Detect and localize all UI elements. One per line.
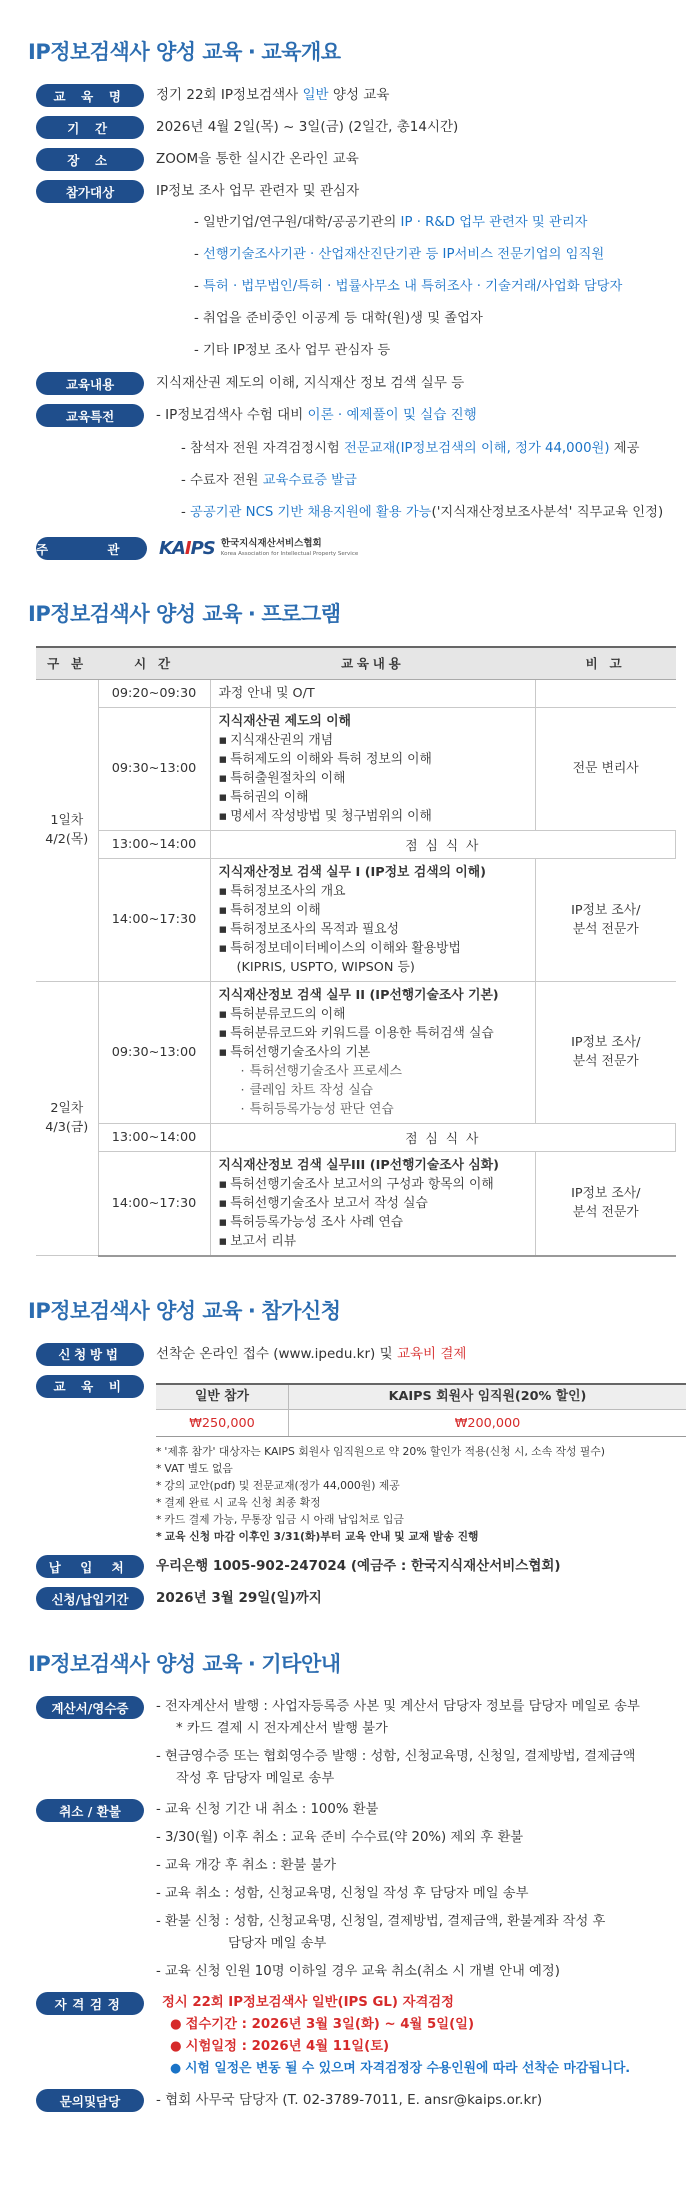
host-logo [159, 537, 672, 560]
badge-target: 참가대상 [36, 180, 144, 203]
row-host [28, 537, 672, 560]
kaips-logo-mark: KAIPS [159, 538, 215, 559]
logo-name-ko: 한국지식재산서비스협회 [220, 537, 322, 549]
badge-contact: 문의및담당 [36, 2089, 144, 2112]
value-target: IP정보 조사 업무 관련자 및 관심자 [156, 183, 360, 199]
header-content: 교육내용 [210, 647, 536, 679]
value-contact: - 협회 사무국 담당자 (T. 02-3789-7011, E. ansr@kaips.or.kr) [156, 2092, 543, 2108]
target-item: - 기타 IP정보 조사 업무 관심자 등 [194, 343, 391, 358]
badge-place: 장 소 [36, 148, 144, 171]
fee-general: ₩250,000 [156, 1410, 288, 1437]
target-item: - 취업을 준비중인 이공계 등 대학(원)생 및 졸업자 [194, 311, 483, 326]
target-item: - 특허 · 법무법인/특허 · 법률사무소 내 특허조사 · 기술거래/사업화 담당자 [194, 279, 623, 294]
row-period [28, 116, 672, 139]
fee-header-general: 일반 참가 [156, 1384, 288, 1410]
value-place: ZOOM을 통한 실시간 온라인 교육 [156, 151, 359, 167]
day2-cell: 2일차 4/3(금) [36, 981, 98, 1256]
row-features [28, 404, 672, 427]
page [0, 36, 700, 2151]
value-content: 지식재산권 제도의 이해, 지식재산 정보 검색 실무 등 [156, 375, 465, 391]
table-row: 14:00~17:30 지식재산정보 검색 실무 I (IP정보 검색의 이해) ▪ 특허정보조사의 개요 ▪ 특허정보의 이해 ▪ 특허정보조사의 목적과 필요성 ▪ 특허정보데이터베이스의 이해와 활용방법 (KIPRIS, USPTO, WIPSON 등) IP정보 조사/ 분석 전문가 [36, 858, 676, 981]
overview-title: IP정보검색사 양성 교육 · 교육개요 [28, 40, 341, 64]
badge-name: 교 육 명 [36, 84, 144, 107]
program-table [36, 646, 676, 1257]
fee-member: ₩200,000 [288, 1410, 686, 1437]
row-name [28, 84, 672, 107]
row-refund: 취소 / 환불 - 교육 신청 기간 내 취소 : 100% 환불 - 3/30(월) 이후 취소 : 교육 준비 수수료(약 20%) 제외 후 환불 - 교육 개강 후 취소 : 환불 불가 - 교육 취소 : 성함, 신청교육명, 신청일 작성 후 담당자 메일 송부 - 환불 신청 : 성함, 신청교육명, 신청일, 결제방법, 결제금액, 환불계좌 작성 후 담당자 메일 송부 - 교육 신청 인원 10명 이하일 경우 교육 취소(취소 시 개별 안내 예정) [28, 1799, 672, 1983]
badge-features: 교육특전 [36, 404, 144, 427]
badge-exam: 자격검정 [36, 1992, 144, 2015]
table-row: 13:00~14:00 점 심 식 사 [36, 1123, 676, 1151]
logo-name-en: Korea Association for Intellectual Property Service [220, 550, 359, 557]
badge-method: 신청방법 [36, 1343, 144, 1366]
fee-notes: * '제휴 참가' 대상자는 KAIPS 회원사 임직원으로 약 20% 할인가 적용(신청 시, 소속 작성 필수) * VAT 별도 없음 * 강의 교안(pdf) 및 전문교재(정가 44,000원) 제공 * 결제 완료 시 교육 신청 최종 확정 * 카드 결제 가능, 무통장 입금 시 아래 납입처로 입금 * 교육 신청 마감 이후인 3/31(화)부터 교육 안내 및 교재 발송 진행 [156, 1443, 672, 1545]
apply-title: IP정보검색사 양성 교육 · 참가신청 [28, 1298, 341, 1323]
table-row: 14:00~17:30 지식재산정보 검색 실무III (IP선행기술조사 심화) ▪ 특허선행기술조사 보고서의 구성과 항목의 이해 ▪ 특허선행기술조사 보고서 작성 실습 ▪ 특허등록가능성 조사 사례 연습 ▪ 보고서 리뷰 IP정보 조사/ 분석 전문가 [36, 1151, 676, 1256]
header-note: 비 고 [536, 647, 676, 679]
value-name: 정기 22회 IP정보검색사 일반 양성 교육 [156, 87, 390, 103]
badge-account: 납 입 처 [36, 1555, 144, 1578]
badge-deadline: 신청/납입기간 [36, 1587, 144, 1610]
target-item: - 선행기술조사기관 · 산업재산진단기관 등 IP서비스 전문기업의 임직원 [194, 247, 605, 262]
program-title: IP정보검색사 양성 교육 · 프로그램 [28, 602, 341, 626]
value-period: 2026년 4월 2일(목) ~ 3일(금) (2일간, 총14시간) [156, 119, 459, 135]
badge-content: 교육내용 [36, 372, 144, 395]
badge-period: 기 간 [36, 116, 144, 139]
fee-table [156, 1383, 686, 1438]
badge-host: 주 관 [36, 537, 147, 560]
row-place [28, 148, 672, 171]
feature-item: - 공공기관 NCS 기반 채용지원에 활용 가능('지식재산정보조사분석' 직무교육 인정) [181, 505, 664, 520]
badge-refund: 취소 / 환불 [36, 1799, 144, 1822]
table-row: 1일차 4/2(목) 09:20~09:30 과정 안내 및 O/T [36, 679, 676, 707]
row-method [28, 1343, 672, 1366]
etc-section [0, 1648, 700, 2112]
row-receipt: 계산서/영수증 - 전자계산서 발행 : 사업자등록증 사본 및 계산서 담당자 정보를 담당자 메일로 송부 * 카드 결제 시 전자계산서 발행 불가 - 현금영수증 또는 협회영수증 발행 : 성함, 신청교육명, 신청일, 결제방법, 결제금액 작성 후 담당자 메일로 송부 [28, 1696, 672, 1790]
table-row: 09:30~13:00 지식재산권 제도의 이해 ▪ 지식재산권의 개념 ▪ 특허제도의 이해와 특허 정보의 이해 ▪ 특허출원절차의 이해 ▪ 특허권의 이해 ▪ 명세서 작성방법 및 청구범위의 이해 전문 변리사 [36, 707, 676, 830]
badge-receipt: 계산서/영수증 [36, 1696, 144, 1719]
value-method: 선착순 온라인 접수 (www.ipedu.kr) 및 교육비 결제 [156, 1345, 467, 1362]
row-contact [28, 2089, 672, 2112]
table-row: 13:00~14:00 점 심 식 사 [36, 830, 676, 858]
row-fee [28, 1375, 672, 1438]
feature-item: - 참석자 전원 자격검정시험 전문교재(IP정보검색의 이해, 정가 44,000원) 제공 [181, 441, 640, 456]
value-deadline: 2026년 3월 29일(일)까지 [156, 1590, 322, 1606]
row-exam: 자격검정 정시 22회 IP정보검색사 일반(IPS GL) 자격검정 ● 접수기간 : 2026년 3월 3일(화) ~ 4월 5일(일) ● 시험일정 : 2026년 4월 11일(토) ● 시험 일정은 변동 될 수 있으며 자격검정장 수용인원에 따라 선착순 마감됩니다. [28, 1992, 672, 2080]
row-deadline [28, 1587, 672, 1610]
feature-item: - 수료자 전원 교육수료증 발급 [181, 473, 357, 488]
fee-header-member: KAIPS 회원사 임직원(20% 할인) [288, 1384, 686, 1410]
program-section [0, 598, 700, 1257]
day1-cell: 1일차 4/2(목) [36, 679, 98, 981]
header-time: 시 간 [98, 647, 210, 679]
table-row: 2일차 4/3(금) 09:30~13:00 지식재산정보 검색 실무 II (IP선행기술조사 기본) ▪ 특허분류코드의 이해 ▪ 특허분류코드와 키워드를 이용한 특허검색 실습 ▪ 특허선행기술조사의 기본 · 특허선행기술조사 프로세스 · 클레임 차트 작성 실습 · 특허등록가능성 판단 연습 IP정보 조사/ 분석 전문가 [36, 981, 676, 1123]
value-account: 우리은행 1005-902-247024 (예금주 : 한국지식재산서비스협회) [156, 1558, 561, 1574]
header-division: 구 분 [36, 647, 98, 679]
row-target [28, 180, 672, 203]
etc-title: IP정보검색사 양성 교육 · 기타안내 [28, 1652, 341, 1676]
row-account [28, 1555, 672, 1578]
feature-item: - IP정보검색사 수험 대비 이론 · 예제풀이 및 실습 진행 [156, 407, 477, 423]
apply-section [0, 1295, 700, 1611]
overview-section [0, 36, 700, 560]
badge-fee: 교 육 비 [36, 1375, 144, 1398]
target-item: - 일반기업/연구원/대학/공공기관의 IP · R&D 업무 관련자 및 관리자 [194, 215, 588, 230]
row-content [28, 372, 672, 395]
